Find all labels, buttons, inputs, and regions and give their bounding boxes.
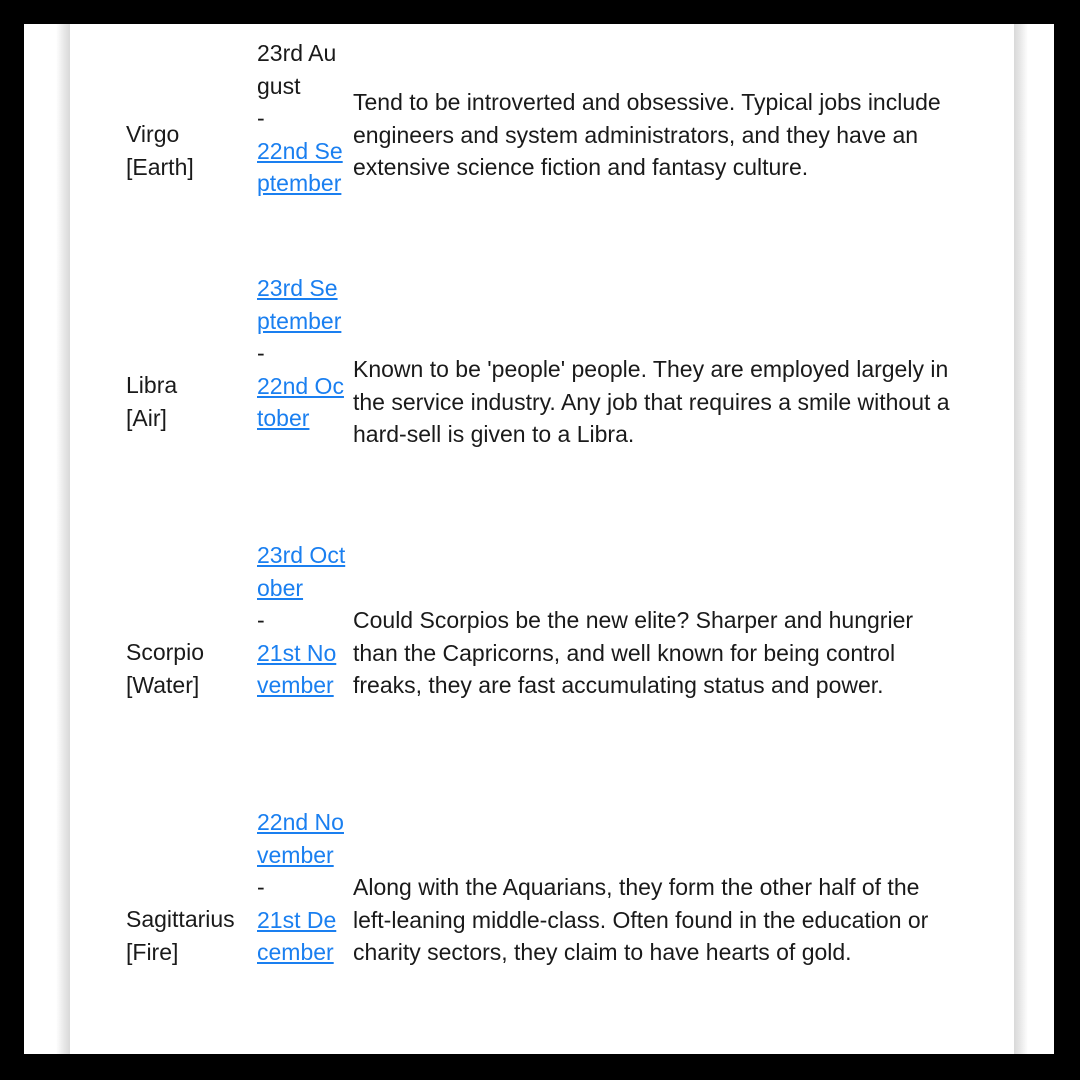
sign-element: [Air]	[126, 404, 167, 431]
start-date-link[interactable]: 22nd November	[257, 809, 344, 868]
sign-name: Virgo	[126, 121, 180, 147]
date-range-cell	[257, 37, 347, 200]
end-date-link[interactable]: 22nd October	[257, 372, 344, 431]
sign-cell	[126, 636, 254, 701]
sign-cell	[126, 369, 254, 434]
sign-element: [Water]	[126, 671, 200, 698]
end-date-link[interactable]: 21st November	[257, 639, 337, 698]
description-cell: Along with the Aquarians, they form the other half of the left-leaning middle-class. Often found in the education or charity sectors, they claim to have hearts of gold.	[353, 874, 929, 965]
sign-name: Scorpio	[126, 639, 204, 665]
sign-cell	[126, 118, 254, 183]
date-range-cell	[257, 539, 347, 702]
description-cell: Tend to be introverted and obsessive. Typical jobs include engineers and system administrators, and they have an extensive science fiction and fantasy culture.	[353, 89, 941, 180]
date-separator: -	[257, 105, 265, 131]
right-page-gutter	[1014, 24, 1028, 1054]
sign-element: [Earth]	[126, 153, 194, 180]
date-separator: -	[257, 607, 265, 633]
start-date-link[interactable]: 23rd September	[257, 275, 342, 334]
sign-cell	[126, 903, 254, 968]
sign-element: [Fire]	[126, 938, 179, 965]
date-separator: -	[257, 340, 265, 366]
date-range-cell	[257, 272, 347, 435]
description-cell: Could Scorpios be the new elite? Sharper and hungrier than the Capricorns, and well known for being control freaks, they are fast accumulating status and power.	[353, 607, 914, 698]
sign-name: Libra	[126, 372, 178, 398]
end-date-link[interactable]: 22nd September	[257, 137, 343, 196]
date-separator: -	[257, 874, 265, 900]
date-range-cell	[257, 806, 347, 969]
description-cell: Known to be 'people' people. They are employed largely in the service industry. Any job that requires a smile without a hard-sell is given to a Libra.	[353, 356, 950, 447]
start-date: 23rd August	[257, 40, 337, 99]
start-date-link[interactable]: 23rd October	[257, 542, 346, 601]
page-viewport	[24, 24, 1054, 1054]
sign-name: Sagittarius	[126, 906, 235, 932]
end-date-link[interactable]: 21st December	[257, 906, 337, 965]
left-page-gutter	[56, 24, 70, 1054]
